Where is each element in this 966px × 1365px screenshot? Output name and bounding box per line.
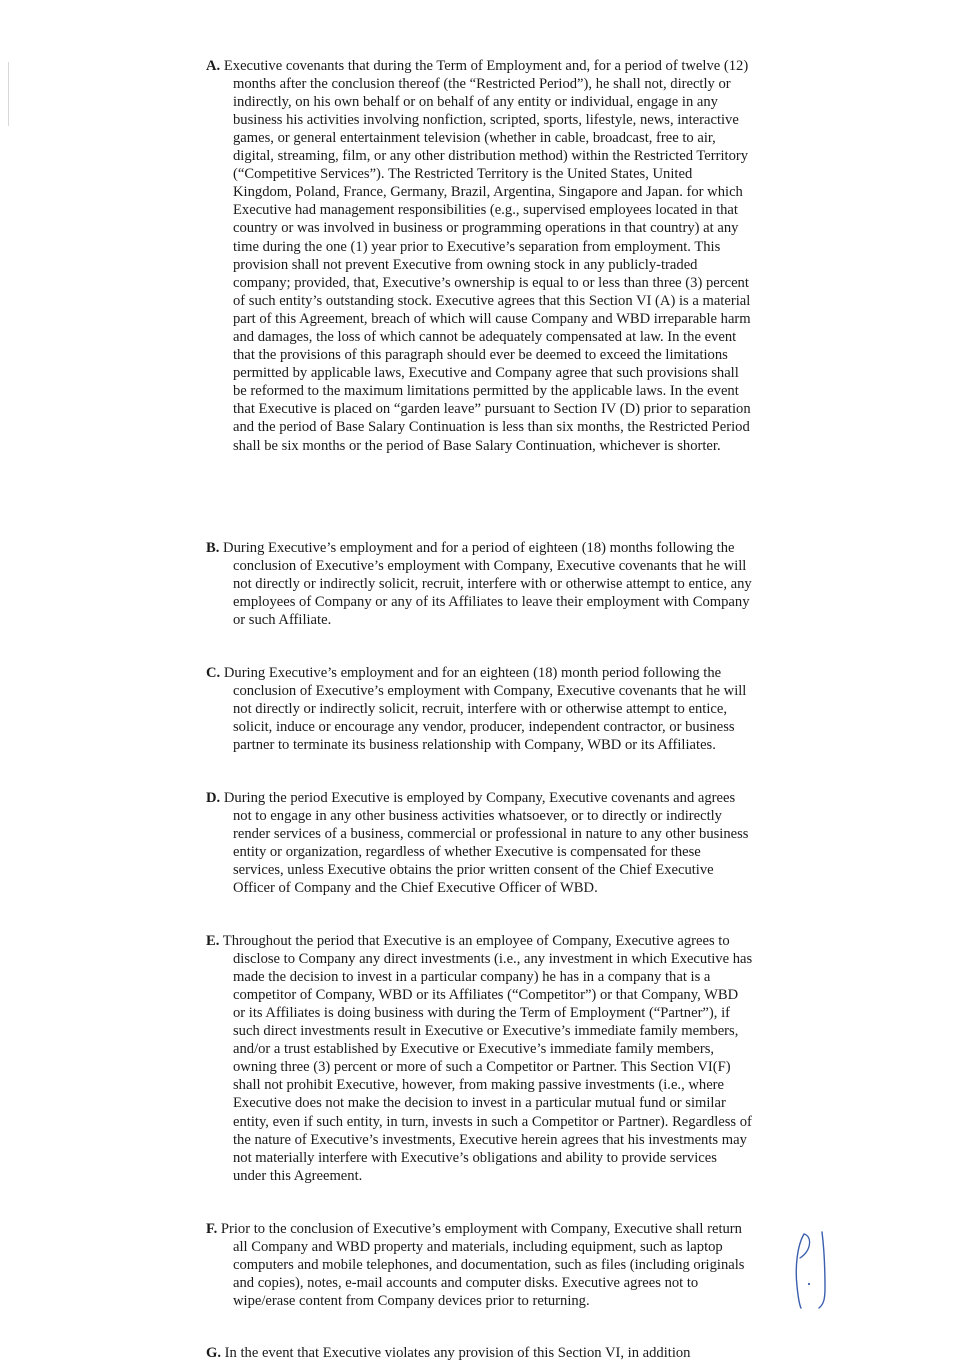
clause-letter: E. — [206, 932, 220, 949]
clause-text: Prior to the conclusion of Executive’s employment with Company, Executive shall return all Company and WBD property and materials, including equipment, such as laptop computers and mobile telephones, and documentation, such as files (including originals and copies), notes, e-mail accounts and computer disks. Executive agrees not to wipe/erase content from Company devices prior to returning. — [220, 1220, 745, 1309]
clause-b — [206, 539, 753, 629]
clause-text: Throughout the period that Executive is an employee of Company, Executive agrees to disclose to Company any direct investments (i.e., any investment in which Executive has made the decision to invest in a particular company) he has in a company that is a competitor of Company, WBD or its Affiliates (“Competitor”) or that Company, WBD or its Affiliates is doing business with during the Term of Employment (“Partner”), if such direct investments result in Executive or Executive’s immediate family members, and/or a trust established by Executive or Executive’s immediate family members, owning three (3) percent or more of such a Competitor or Partner. This Section VI(F) shall not prohibit Executive, however, from making passive investments (i.e., where Executive does not make the decision to invest in a particular mutual fund or similar entity, even if such entity, in turn, invests in such a Competitor or Partner). Regardless of the nature of Executive’s investments, Executive herein agrees that his investments may not materially interfere with Executive’s obligations and ability to provide services under this Agreement. — [222, 932, 753, 1184]
clause-text: During the period Executive is employed by Company, Executive covenants and agrees not to engage in any other business activities whatsoever, or to directly or indirectly render services of a business, commercial or professional in nature to any other business entity or organization, regardless of whether Executive is compensated for these services, unless Executive obtains the prior written consent of the Chief Executive Officer of Company and the Chief Executive Officer of WBD. — [223, 789, 749, 897]
clause-g — [206, 1344, 753, 1362]
clause-text: During Executive’s employment and for a period of eighteen (18) months following the conclusion of Executive’s employment with Company, Executive covenants that he will not directly or indirectly solicit, recruit, interfere with or otherwise attempt to entice, any employees of Company or any of its Affiliates to leave their employment with Company or such Affiliate. — [223, 539, 752, 628]
handwritten-initials-icon — [788, 1228, 834, 1314]
clause-text: Executive covenants that during the Term of Employment and, for a period of twelve (12) months after the conclusion thereof (the “Restricted Period”), he shall not, directly or indirectly, on his own behalf or on behalf of any entity or individual, engage in any business his activities involving nonfiction, scripted, sports, lifestyle, news, interactive games, or general entertainment television (whether in cable, broadcast, free to air, digital, streaming, film, or any other distribution method) within the Restricted Territory (“Competitive Services”). The Restricted Territory is the United States, United Kingdom, Poland, France, Germany, Brazil, Argentina, Singapore and Japan. for which Executive had management responsibilities (e.g., supervised employees located in that country or was involved in business or programming operations in that country) at any time during the one (1) year prior to Executive’s separation from employment. This provision shall not prevent Executive from owning stock in any publicly-traded company; provided, that, Executive’s ownership is equal to or less than three (3) percent of such entity’s outstanding stock. Executive agrees that this Section VI (A) is a material part of this Agreement, breach of which will cause Company and WBD irreparable harm and damages, the loss of which cannot be adequately compensated at law. In the event that the provisions of this paragraph should ever be deemed to exceed the limitations permitted by applicable laws, Executive and Company agree that such provisions shall be reformed to the maximum limitations permitted by the applicable laws. In the event that Executive is placed on “garden leave” pursuant to Section IV (D) prior to separation and the period of Base Salary Continuation is less than six months, the Restricted Period shall be six months or the period of Base Salary Continuation, whichever is shorter. — [223, 57, 751, 454]
clause-d — [206, 789, 753, 898]
clause-letter: G. — [206, 1344, 221, 1361]
clause-c — [206, 664, 753, 754]
clause-e — [206, 932, 753, 1185]
margin-scan-mark — [8, 62, 9, 126]
clause-text: In the event that Executive violates any provision of this Section VI, in addition — [224, 1344, 691, 1361]
clause-a — [206, 57, 753, 455]
clause-f — [206, 1220, 753, 1310]
clause-text: During Executive’s employment and for an eighteen (18) month period following the conclusion of Executive’s employment with Company, Executive covenants that he will not directly or indirectly solicit, recruit, interfere with or otherwise attempt to entice, solicit, induce or encourage any vendor, producer, independent contractor, or business partner to terminate its business relationship with Company, WBD or its Affiliates. — [223, 664, 747, 753]
clause-letter: D. — [206, 789, 221, 806]
clause-letter: F. — [206, 1220, 218, 1237]
clause-letter: C. — [206, 664, 221, 681]
clause-letter: A. — [206, 57, 221, 74]
clause-letter: B. — [206, 539, 220, 556]
